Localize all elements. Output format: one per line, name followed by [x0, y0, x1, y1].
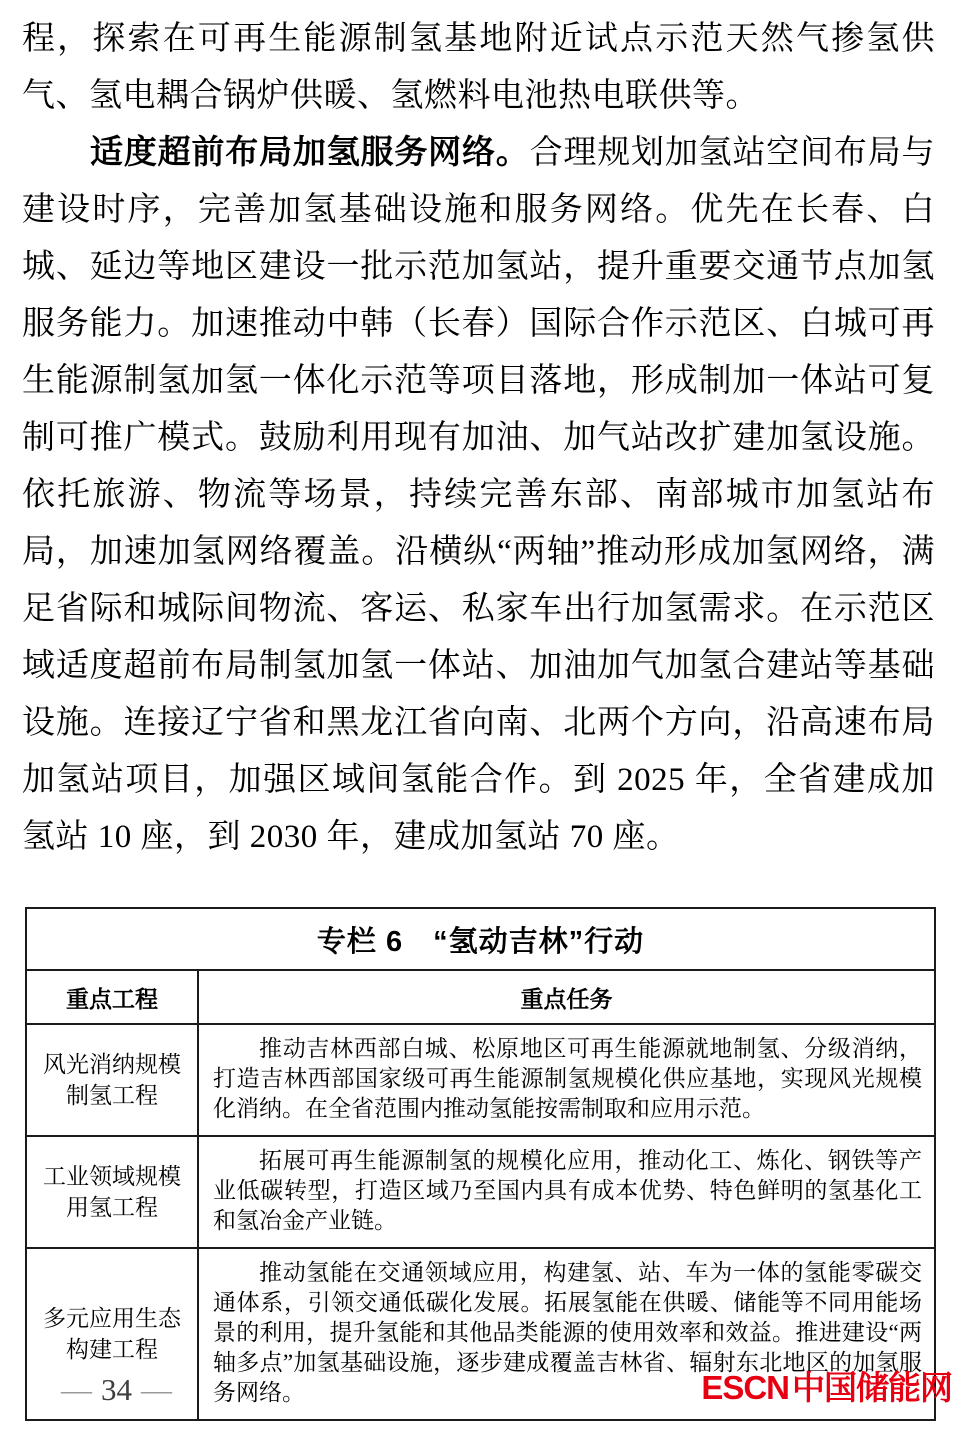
project-name: 风光消纳规模制氢工程 — [26, 1024, 198, 1136]
table-row — [26, 1024, 935, 1136]
task-text: 推动吉林西部白城、松原地区可再生能源就地制氢、分级消纳，打造吉林西部国家级可再生能源制氢规模化供应基地，实现风光规模化消纳。在全省范围内推动氢能按需制取和应用示范。 — [213, 1036, 922, 1121]
task-cell — [198, 1136, 935, 1248]
project-name: 工业领域规模用氢工程 — [26, 1136, 198, 1248]
column-box-table — [25, 907, 936, 1421]
page-number — [52, 1372, 181, 1408]
task-text: 推动氢能在交通领域应用，构建氢、站、车为一体的氢能零碳交通体系，引领交通低碳化发展。拓展氢能在供暖、储能等不同用能场景的利用，提升氢能和其他品类能源的使用效率和效益。推进建设“两轴多点”加氢基础设施，逐步建成覆盖吉林省、辐射东北地区的加氢服务网络。 — [213, 1260, 922, 1405]
escn-logo — [701, 1370, 952, 1406]
paragraph-continued — [22, 11, 935, 125]
page-number-dash-left: — — [61, 1372, 92, 1407]
header-key-task: 重点任务 — [198, 970, 935, 1024]
project-name: 多元应用生态构建工程 — [26, 1248, 198, 1420]
header-key-project: 重点工程 — [26, 970, 198, 1024]
paragraph-text: 合理规划加氢站空间布局与建设时序，完善加氢基础设施和服务网络。优先在长春、白城、延边等地区建设一批示范加氢站，提升重要交通节点加氢服务能力。加速推动中韩（长春）国际合作示范区、白城可再生能源制氢加氢一体化示范等项目落地，形成制加一体站可复制可推广模式。鼓励利用现有加油、加气站改扩建加氢设施。依托旅游、物流等场景，持续完善东部、南部城市加氢站布局，加速加氢网络覆盖。沿横纵“两轴”推动形成加氢网络，满足省际和城际间物流、客运、私家车出行加氢需求。在示范区域适度超前布局制氢加氢一体站、加油加气加氢合建站等基础设施。连接辽宁省和黑龙江省向南、北两个方向，沿高速布局加氢站项目，加强区域间氢能合作。到 2025 年，全省建成加氢站 10 座，到 2030 年，建成加氢站 70 座。 — [22, 135, 935, 855]
body-text — [22, 11, 935, 866]
task-text: 拓展可再生能源制氢的规模化应用，推动化工、炼化、钢铁等产业低碳转型，打造区域乃至国内具有成本优势、特色鲜明的氢基化工和氢冶金产业链。 — [213, 1148, 922, 1233]
escn-logo-latin: ESCN — [701, 1369, 789, 1406]
table-title-row — [26, 908, 935, 970]
paragraph-text: 程，探索在可再生能源制氢基地附近试点示范天然气掺氢供气、氢电耦合锅炉供暖、氢燃料电池热电联供等。 — [22, 21, 935, 114]
table-row — [26, 1136, 935, 1248]
paragraph-hydrogen-network — [22, 125, 935, 866]
table-title: 专栏 6 “氢动吉林”行动 — [26, 908, 935, 970]
task-cell — [198, 1024, 935, 1136]
page-number-dash-right: — — [141, 1372, 172, 1407]
page-number-value: 34 — [101, 1372, 132, 1407]
escn-logo-chinese: 中国储能网 — [792, 1369, 952, 1406]
table-header-row — [26, 970, 935, 1024]
paragraph-bold-lead: 适度超前布局加氢服务网络。 — [90, 135, 530, 171]
